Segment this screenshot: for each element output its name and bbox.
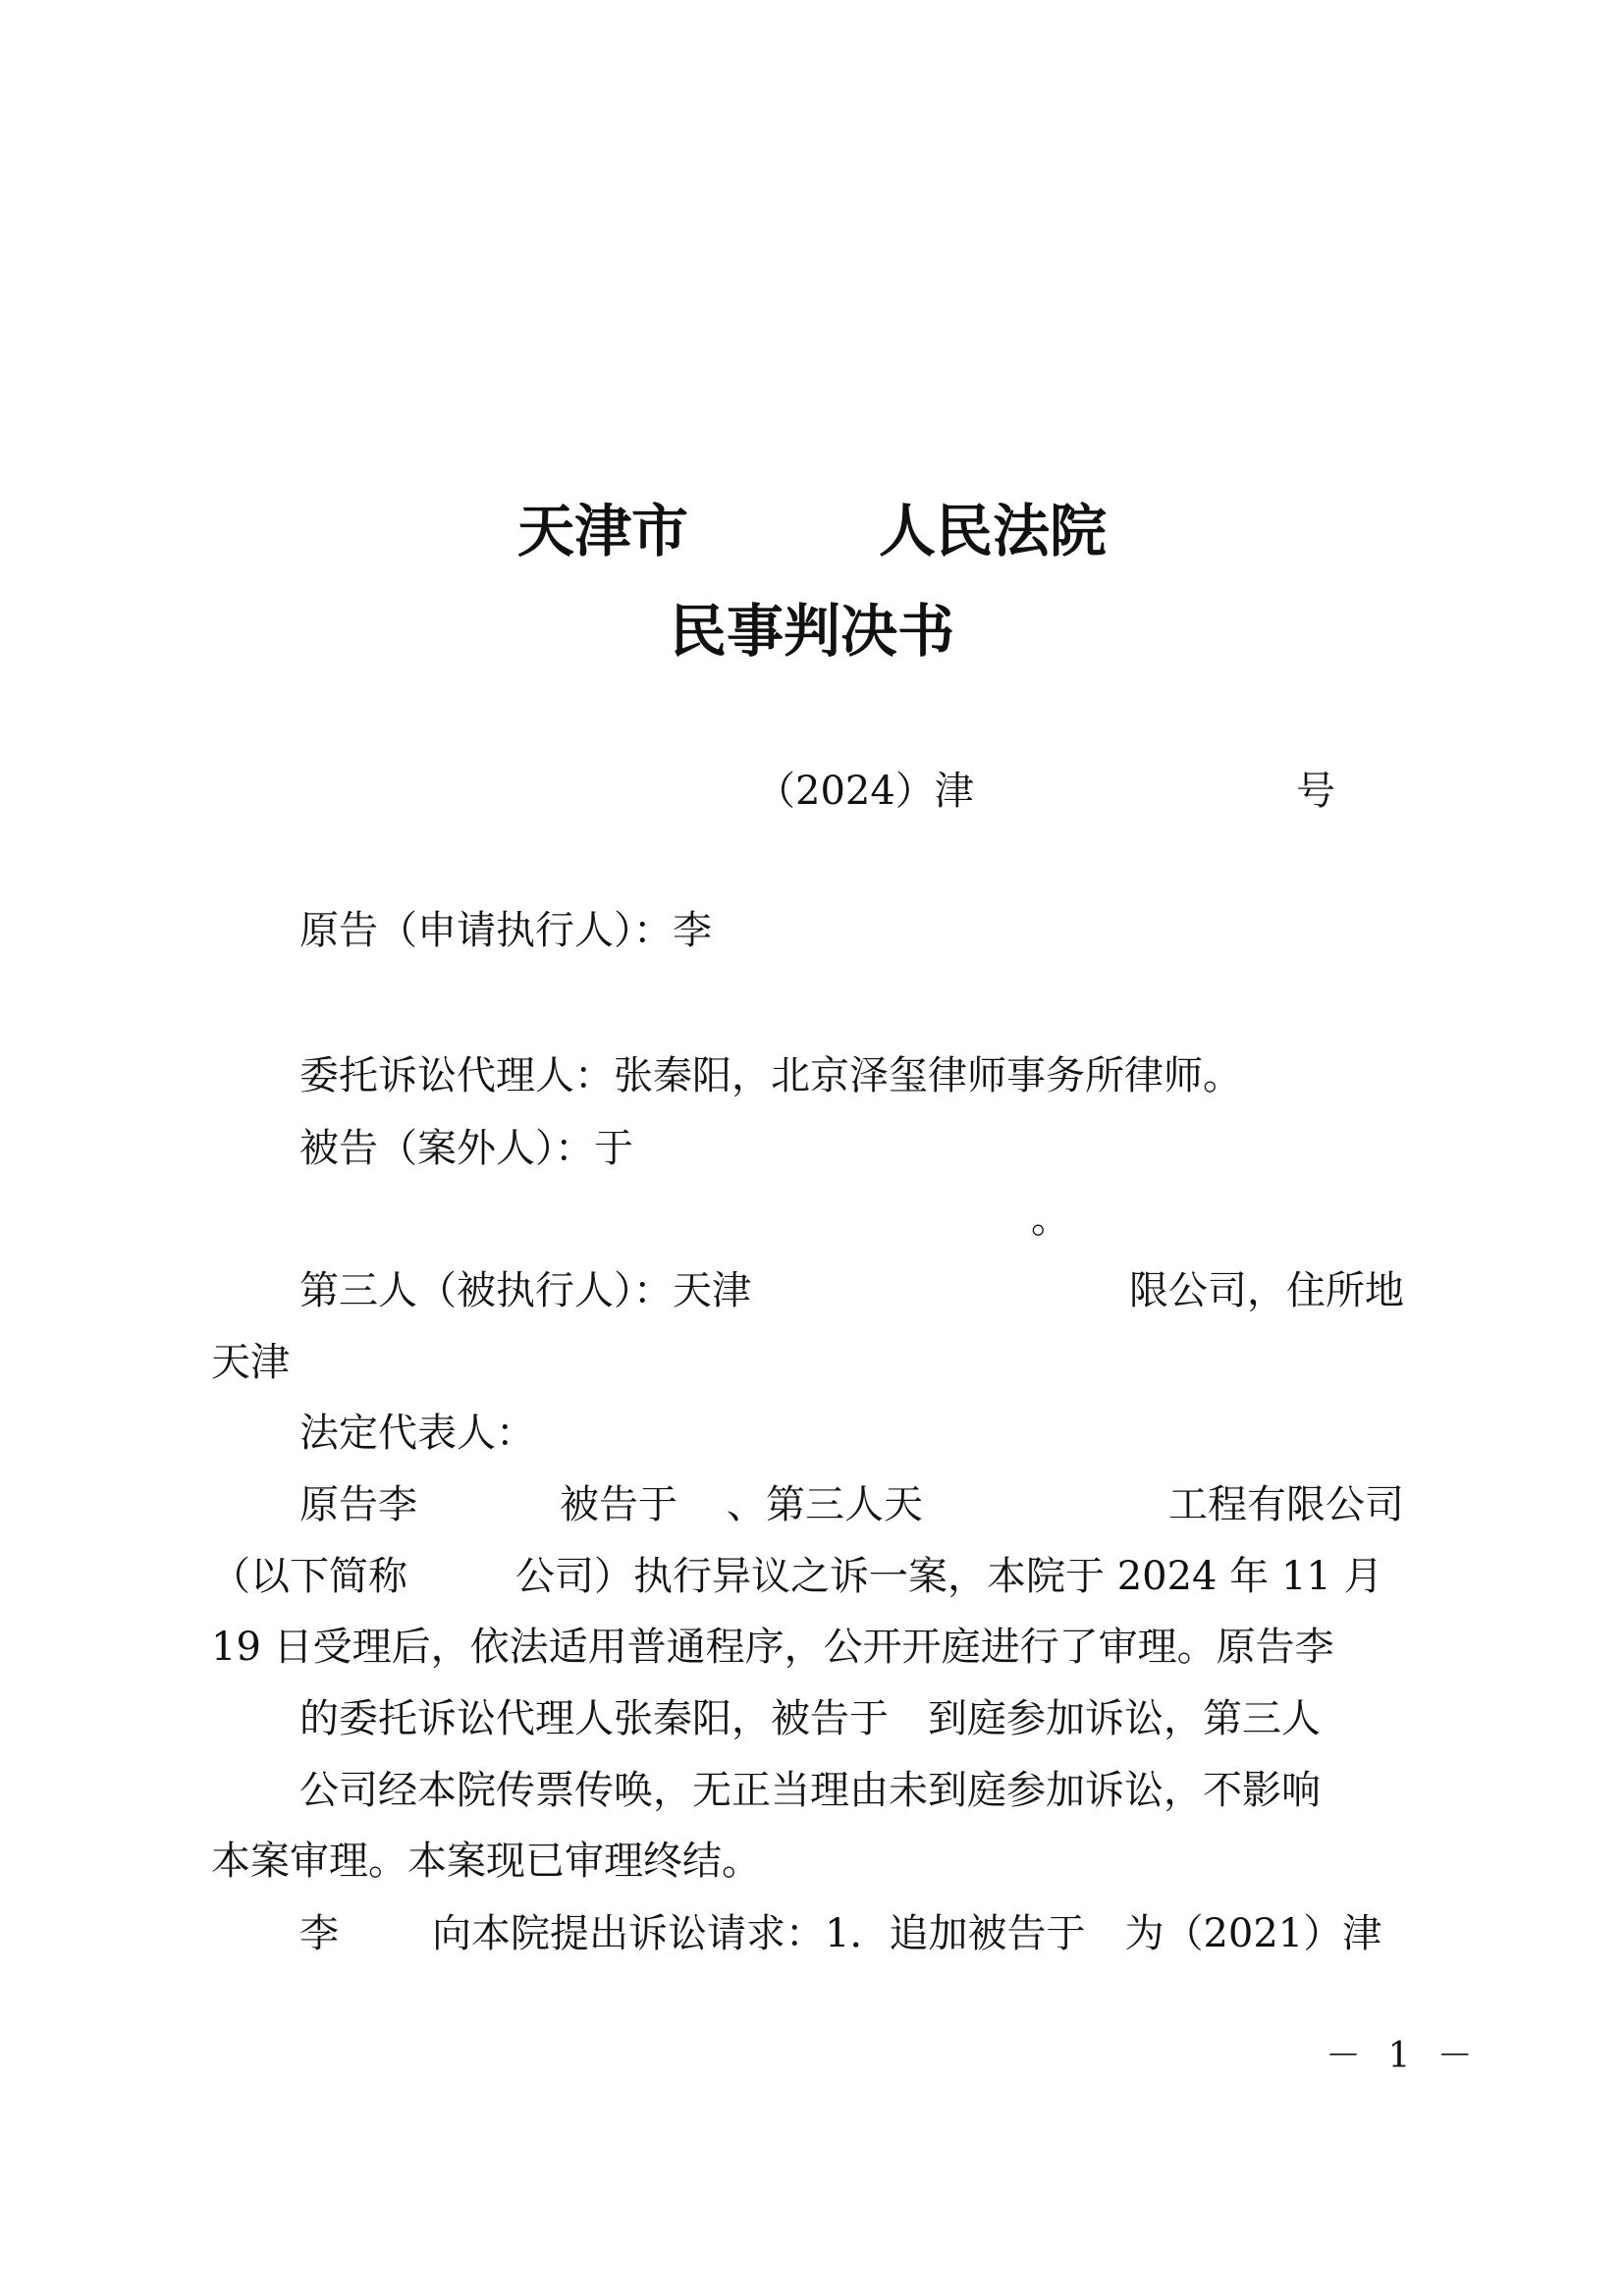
body-p2-line1-a: 李 xyxy=(299,1911,339,1956)
court-name-right: 人民法院 xyxy=(879,498,1108,564)
body-p1-line1-c: 、第三人天 xyxy=(727,1482,923,1527)
third-party-continuation: 天津 xyxy=(211,1340,290,1385)
body-p1-line1-a: 原告李 xyxy=(299,1482,417,1527)
page-number: － 1 － xyxy=(1326,2036,1481,2076)
defendant-end-mark: 。 xyxy=(1031,1197,1070,1242)
document-type-title: 民事判决书 xyxy=(670,598,955,665)
body-p2-line1-b: 向本院提出诉讼请求：1．追加被告于 为（2021）津 xyxy=(432,1911,1382,1956)
body-p1-line6: 本案审理。本案现已审理终结。 xyxy=(211,1839,761,1884)
case-number-prefix: （2024）津 xyxy=(756,769,974,814)
case-number-suffix: 号 xyxy=(1296,769,1335,814)
body-p1-line1-d: 工程有限公司 xyxy=(1168,1482,1404,1527)
body-p1-line3: 19 日受理后，依法适用普通程序，公开开庭进行了审理。原告李 xyxy=(211,1625,1334,1670)
body-p1-line2-a: （以下简称 xyxy=(211,1554,407,1599)
body-p1-line5: 公司经本院传票传唤，无正当理由未到庭参加诉讼，不影响 xyxy=(299,1768,1321,1813)
body-p1-line1-b: 被告于 xyxy=(560,1482,677,1527)
court-name-left: 天津市 xyxy=(517,498,689,564)
body-p1-line4: 的委托诉讼代理人张秦阳，被告于 到庭参加诉讼，第三人 xyxy=(299,1696,1321,1741)
body-p1-line2-b: 公司）执行异议之诉一案，本院于 2024 年 11 月 xyxy=(515,1554,1383,1599)
legal-representative-line: 法定代表人： xyxy=(299,1411,535,1456)
agent-line: 委托诉讼代理人：张秦阳，北京泽玺律师事务所律师。 xyxy=(299,1053,1242,1098)
defendant-line: 被告（案外人）：于 xyxy=(299,1126,633,1171)
plaintiff-line: 原告（申请执行人）：李 xyxy=(299,908,712,953)
third-party-left: 第三人（被执行人）：天津 xyxy=(299,1268,751,1313)
third-party-right: 限公司，住所地 xyxy=(1129,1268,1404,1313)
